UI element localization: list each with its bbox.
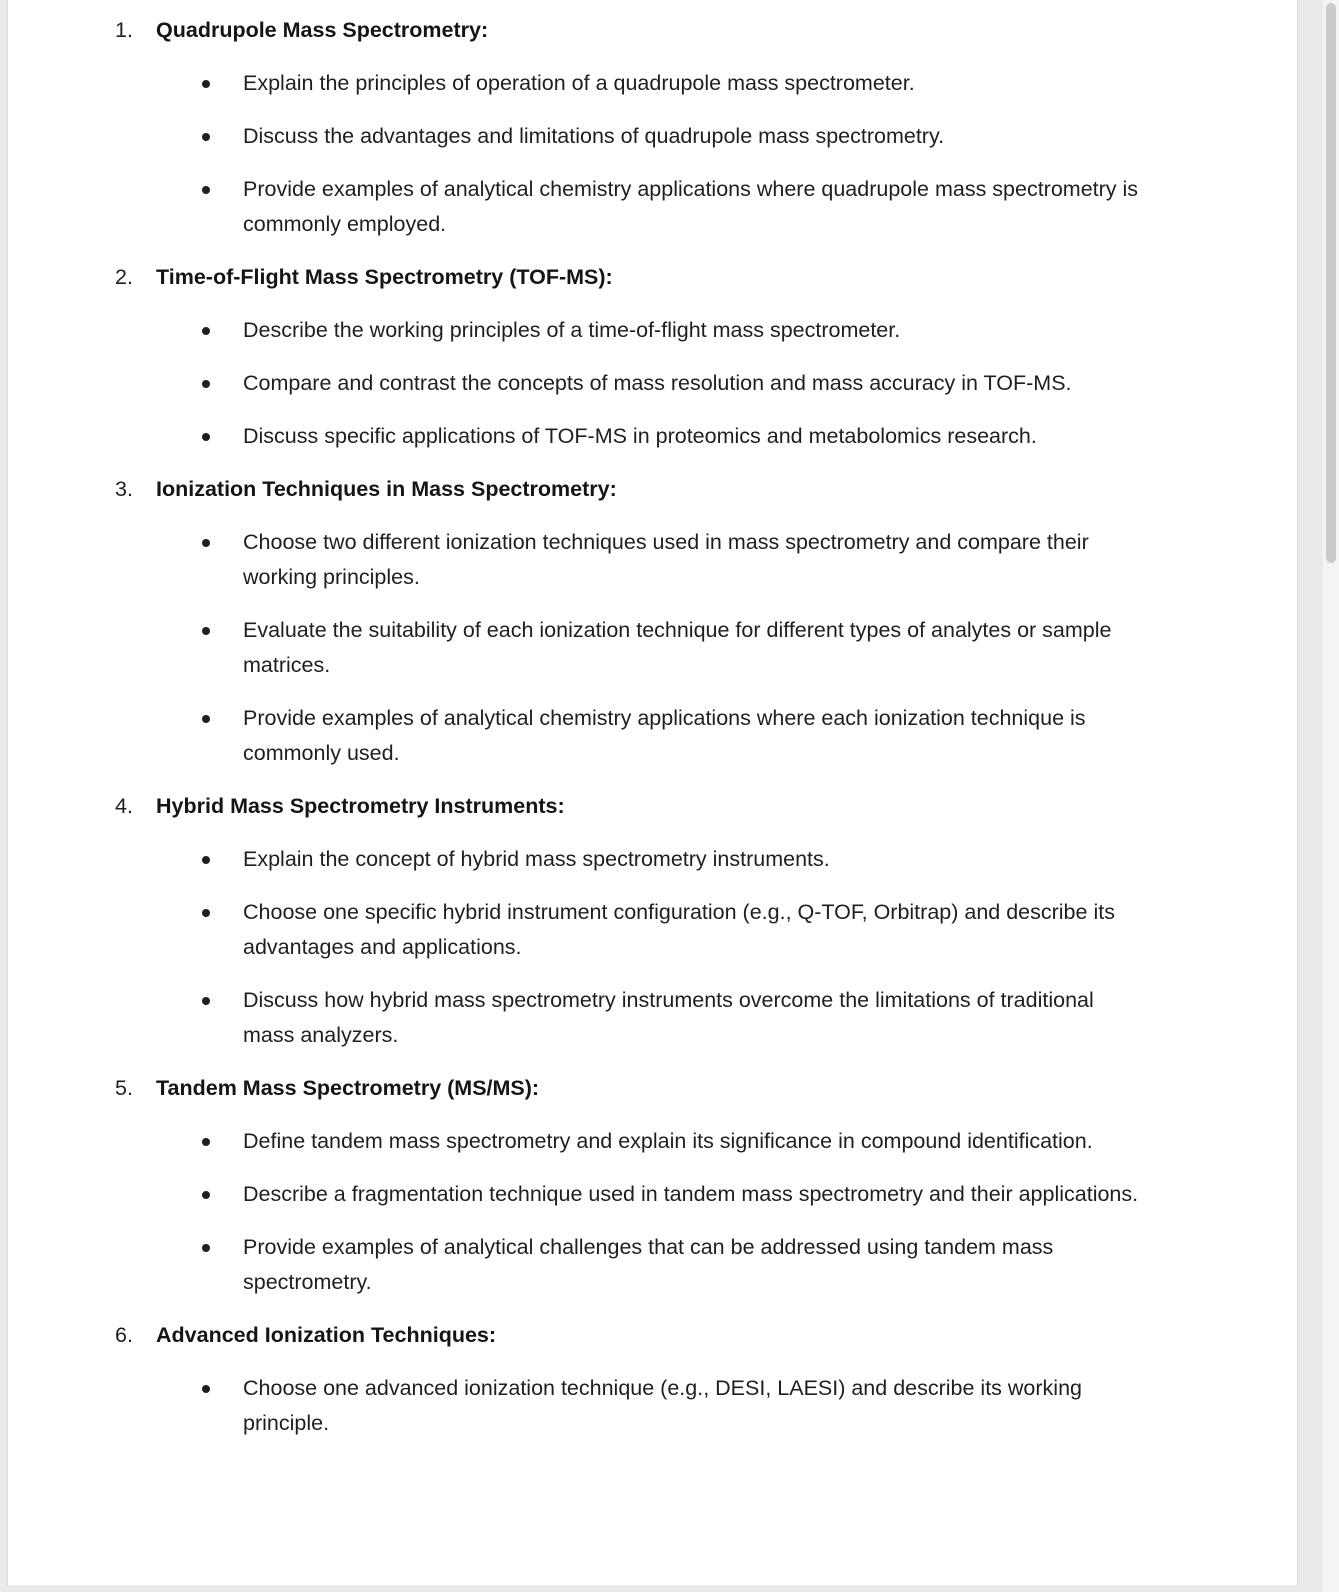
bullet-list — [115, 313, 1147, 454]
section-number: 1. — [115, 18, 133, 42]
bullet-item — [115, 172, 1147, 242]
bullet-item — [115, 613, 1147, 683]
bullet-item — [115, 1124, 1147, 1159]
section-title: Time-of-Flight Mass Spectrometry (TOF-MS): — [156, 265, 613, 289]
document-content — [8, 0, 1297, 1441]
list-section-5 — [115, 1071, 1147, 1300]
bullet-text: Discuss how hybrid mass spectrometry instruments overcome the limitations of traditional mass analyzers. — [243, 988, 1094, 1047]
bullet-item — [115, 983, 1147, 1053]
bullet-dot-icon — [202, 539, 210, 547]
bullet-list — [115, 842, 1147, 1053]
bullet-dot-icon — [202, 380, 210, 388]
section-header — [115, 1318, 1147, 1353]
bullet-item — [115, 66, 1147, 101]
bullet-text: Choose one advanced ionization technique (e.g., DESI, LAESI) and describe its working principle. — [243, 1376, 1082, 1435]
bullet-text: Choose one specific hybrid instrument configuration (e.g., Q-TOF, Orbitrap) and describe its advantages and applications. — [243, 900, 1115, 959]
bullet-text: Provide examples of analytical chemistry applications where each ionization technique is commonly used. — [243, 706, 1086, 765]
bullet-item — [115, 366, 1147, 401]
bullet-item — [115, 1177, 1147, 1212]
bullet-text: Explain the principles of operation of a quadrupole mass spectrometer. — [243, 71, 915, 95]
page-bottom-gap — [0, 1585, 1339, 1592]
bullet-item — [115, 1230, 1147, 1300]
scrollbar-track[interactable] — [1323, 0, 1339, 1592]
bullet-dot-icon — [202, 80, 210, 88]
section-title: Advanced Ionization Techniques: — [156, 1323, 497, 1347]
right-margin-gutter — [1299, 0, 1339, 1592]
bullet-dot-icon — [202, 1385, 210, 1393]
bullet-item — [115, 419, 1147, 454]
bullet-text: Discuss the advantages and limitations of quadrupole mass spectrometry. — [243, 124, 945, 148]
bullet-dot-icon — [202, 627, 210, 635]
bullet-dot-icon — [202, 186, 210, 194]
bullet-dot-icon — [202, 715, 210, 723]
section-number: 2. — [115, 265, 133, 289]
section-header — [115, 260, 1147, 295]
bullet-dot-icon — [202, 327, 210, 335]
bullet-text: Compare and contrast the concepts of mass resolution and mass accuracy in TOF-MS. — [243, 371, 1072, 395]
bullet-text: Provide examples of analytical chemistry applications where quadrupole mass spectrometry is commonly employed. — [243, 177, 1139, 236]
list-section-6 — [115, 1318, 1147, 1441]
list-section-3 — [115, 472, 1147, 771]
section-number: 6. — [115, 1323, 133, 1347]
section-number: 5. — [115, 1076, 133, 1100]
bullet-dot-icon — [202, 909, 210, 917]
section-title: Hybrid Mass Spectrometry Instruments: — [156, 794, 565, 818]
bullet-dot-icon — [202, 1244, 210, 1252]
section-title: Ionization Techniques in Mass Spectrometry: — [156, 477, 617, 501]
section-header — [115, 1071, 1147, 1106]
bullet-item — [115, 842, 1147, 877]
bullet-text: Explain the concept of hybrid mass spectrometry instruments. — [243, 847, 830, 871]
section-number: 4. — [115, 794, 133, 818]
section-title: Tandem Mass Spectrometry (MS/MS): — [156, 1076, 540, 1100]
section-header — [115, 472, 1147, 507]
bullet-item — [115, 313, 1147, 348]
list-section-2 — [115, 260, 1147, 454]
section-header — [115, 789, 1147, 824]
scrollbar-thumb[interactable] — [1326, 3, 1336, 563]
bullet-text: Evaluate the suitability of each ionization technique for different types of analytes or sample matrices. — [243, 618, 1112, 677]
bullet-dot-icon — [202, 433, 210, 441]
bullet-list — [115, 1124, 1147, 1300]
bullet-text: Describe a fragmentation technique used in tandem mass spectrometry and their applications. — [243, 1182, 1139, 1206]
bullet-dot-icon — [202, 133, 210, 141]
bullet-list — [115, 1371, 1147, 1441]
list-section-1 — [115, 13, 1147, 242]
bullet-dot-icon — [202, 1191, 210, 1199]
bullet-item — [115, 895, 1147, 965]
bullet-item — [115, 119, 1147, 154]
bullet-text: Define tandem mass spectrometry and explain its significance in compound identification. — [243, 1129, 1093, 1153]
bullet-dot-icon — [202, 1138, 210, 1146]
bullet-dot-icon — [202, 997, 210, 1005]
bullet-list — [115, 525, 1147, 771]
bullet-text: Describe the working principles of a time-of-flight mass spectrometer. — [243, 318, 901, 342]
section-header — [115, 13, 1147, 48]
bullet-list — [115, 66, 1147, 242]
section-number: 3. — [115, 477, 133, 501]
bullet-item — [115, 1371, 1147, 1441]
bullet-item — [115, 701, 1147, 771]
bullet-text: Choose two different ionization techniques used in mass spectrometry and compare their working principles. — [243, 530, 1089, 589]
list-section-4 — [115, 789, 1147, 1053]
document-page — [7, 0, 1298, 1585]
section-title: Quadrupole Mass Spectrometry: — [156, 18, 489, 42]
bullet-text: Discuss specific applications of TOF-MS in proteomics and metabolomics research. — [243, 424, 1037, 448]
bullet-item — [115, 525, 1147, 595]
bullet-dot-icon — [202, 856, 210, 864]
bullet-text: Provide examples of analytical challenges that can be addressed using tandem mass spectrometry. — [243, 1235, 1054, 1294]
